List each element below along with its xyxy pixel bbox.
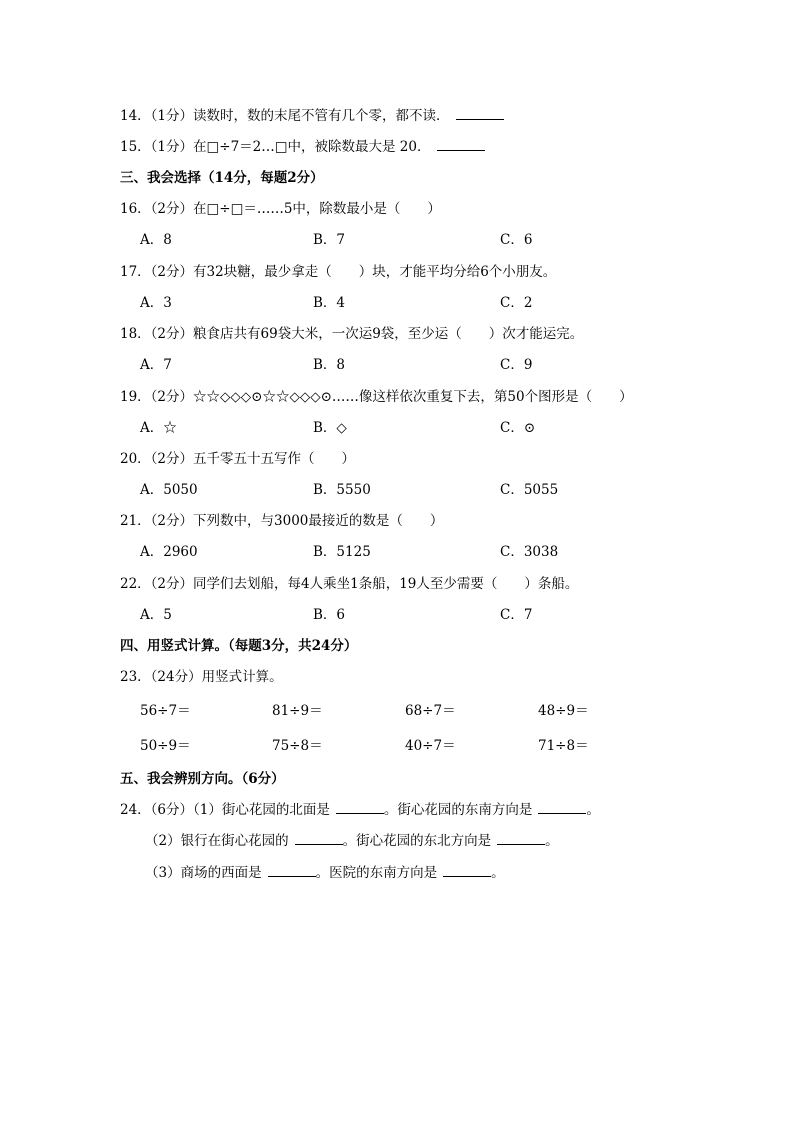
question-17-option-c[interactable]: C．2 [500, 295, 533, 311]
question-19-stem: 19．（2分）☆☆◇◇◇⊙☆☆◇◇◇⊙……像这样依次重复下去，第50个图形是（ ） [120, 389, 633, 405]
question-22-option-a[interactable]: A．5 [140, 607, 172, 623]
section-4-heading: 四、用竖式计算。（每题3分，共24分） [120, 638, 358, 654]
question-24-part-1-text: 24．（6分）（1）街心花园的北面是 [120, 802, 330, 818]
question-21-stem: 21．（2分）下列数中，与3000最接近的数是（ ） [120, 513, 444, 529]
question-24-part-3 [145, 861, 505, 881]
answer-blank[interactable] [295, 832, 343, 845]
question-21-option-a[interactable]: A．2960 [140, 544, 198, 560]
answer-blank[interactable] [443, 864, 491, 877]
question-18-option-b[interactable]: B．8 [313, 357, 346, 373]
question-18-option-c[interactable]: C．9 [500, 357, 533, 373]
calc-item: 48÷9＝ [538, 703, 589, 719]
punctuation: 。 [545, 833, 559, 849]
question-17-stem: 17．（2分）有32块糖，最少拿走（ ）块，才能平均分给6个小朋友。 [120, 264, 557, 280]
question-23-stem: 23．（24分）用竖式计算。 [120, 669, 283, 685]
section-3-heading: 三、我会选择（14分，每题2分） [120, 170, 324, 186]
question-21-option-c[interactable]: C．3038 [500, 544, 559, 560]
question-22-option-c[interactable]: C．7 [500, 607, 533, 623]
question-20-option-b[interactable]: B．5550 [313, 482, 371, 498]
question-24-part-3-text-2: 。医院的东南方向是 [315, 865, 438, 881]
question-22-stem: 22．（2分）同学们去划船，每4人乘坐1条船，19人至少需要（ ）条船。 [120, 576, 579, 592]
question-24-part-3-text: （3）商场的西面是 [145, 865, 262, 881]
question-16-option-a[interactable]: A．8 [140, 232, 172, 248]
question-15-text: 15．（1分）在□÷7＝2…□中，被除数最大是 20． [120, 139, 431, 155]
question-18-option-a[interactable]: A．7 [140, 357, 172, 373]
punctuation: 。 [491, 865, 505, 881]
question-19-option-c[interactable]: C．⊙ [500, 420, 536, 436]
question-18-stem: 18．（2分）粮食店共有69袋大米，一次运9袋，至少运（ ）次才能运完。 [120, 326, 584, 342]
question-20-stem: 20．（2分）五千零五十五写作（ ） [120, 451, 356, 467]
question-17-option-b[interactable]: B．4 [313, 295, 346, 311]
question-16-option-c[interactable]: C．6 [500, 232, 533, 248]
question-20-option-a[interactable]: A．5050 [140, 482, 198, 498]
answer-blank[interactable] [268, 864, 316, 877]
question-24-part-1-text-2: 。街心花园的东南方向是 [383, 802, 533, 818]
question-24-part-2-text: （2）银行在街心花园的 [145, 833, 289, 849]
question-24-part-2 [145, 829, 559, 849]
question-24-part-2-text-2: 。街心花园的东北方向是 [342, 833, 492, 849]
question-15 [120, 135, 485, 155]
punctuation: 。 [586, 802, 600, 818]
calc-item: 68÷7＝ [405, 703, 456, 719]
calc-item: 81÷9＝ [272, 703, 323, 719]
calc-item: 71÷8＝ [538, 738, 589, 754]
question-16-option-b[interactable]: B．7 [313, 232, 346, 248]
question-14-text: 14．（1分）读数时，数的末尾不管有几个零，都不读． [120, 108, 450, 124]
question-19-option-a[interactable]: A．☆ [140, 420, 177, 436]
question-14 [120, 104, 504, 124]
calc-item: 75÷8＝ [272, 738, 323, 754]
question-24-part-1 [120, 798, 600, 818]
answer-blank[interactable] [456, 107, 504, 120]
calc-item: 50÷9＝ [140, 738, 191, 754]
question-19-option-b[interactable]: B．◇ [313, 420, 347, 436]
answer-blank[interactable] [336, 801, 384, 814]
question-21-option-b[interactable]: B．5125 [313, 544, 371, 560]
question-20-option-c[interactable]: C．5055 [500, 482, 559, 498]
answer-blank[interactable] [538, 801, 586, 814]
question-17-option-a[interactable]: A．3 [140, 295, 172, 311]
section-5-heading: 五、我会辨别方向。（6分） [120, 771, 285, 787]
answer-blank[interactable] [497, 832, 545, 845]
question-22-option-b[interactable]: B．6 [313, 607, 346, 623]
answer-blank[interactable] [437, 138, 485, 151]
calc-item: 56÷7＝ [140, 703, 191, 719]
calc-item: 40÷7＝ [405, 738, 456, 754]
question-16-stem: 16．（2分）在□÷□＝……5中，除数最小是（ ） [120, 201, 441, 217]
